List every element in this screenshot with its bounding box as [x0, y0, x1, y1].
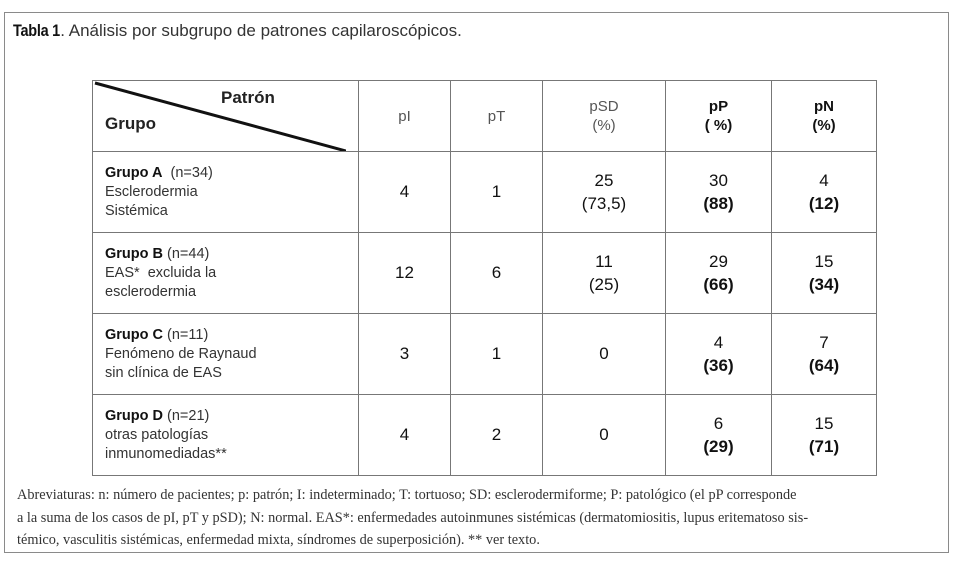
cell-psd: 11 (25): [543, 233, 666, 314]
header-pp: pP ( %): [666, 81, 772, 152]
table-row: [93, 152, 877, 233]
header-pt: pT: [451, 81, 543, 152]
abbreviations-footnote: [17, 484, 937, 552]
cell-pt: 6: [451, 233, 543, 314]
cell-pn: 15 (71): [772, 395, 877, 476]
header-pn: pN (%): [772, 81, 877, 152]
corner-header-cell: [93, 81, 359, 152]
cell-pi: 4: [359, 395, 451, 476]
header-row: [93, 81, 877, 152]
footnote-line: a la suma de los casos de pI, pT y pSD); N: normal. EAS*: enfermedades autoinmunes sistémicas (dermatomiositis, lupus eritematoso sis-: [17, 509, 809, 526]
cell-pp: 30 (88): [666, 152, 772, 233]
corner-patron-label: Patrón: [221, 88, 275, 107]
table-row: [93, 395, 877, 476]
cell-pn: 15 (34): [772, 233, 877, 314]
footnote-line: Abreviaturas: n: número de pacientes; p: patrón; I: indeterminado; T: tortuoso; SD: esclerodermiforme; P: patológico (el pP corresponde: [17, 487, 797, 503]
group-cell: Grupo B (n=44) EAS* excluida la esclerodermia: [93, 233, 359, 314]
capillaroscopy-table: [92, 80, 877, 476]
cell-pp: 4 (36): [666, 314, 772, 395]
cell-pt: 2: [451, 395, 543, 476]
group-cell: Grupo D (n=21) otras patologías inmunomediadas**: [93, 395, 359, 476]
corner-grupo-label: Grupo: [105, 114, 156, 133]
group-cell: Grupo A (n=34) Esclerodermia Sistémica: [93, 152, 359, 233]
group-cell: Grupo C (n=11) Fenómeno de Raynaud sin clínica de EAS: [93, 314, 359, 395]
cell-pp: 29 (66): [666, 233, 772, 314]
cell-pn: 7 (64): [772, 314, 877, 395]
table-caption: [13, 21, 462, 41]
caption-text: . Análisis por subgrupo de patrones capilaroscópicos.: [60, 21, 462, 40]
cell-pt: 1: [451, 152, 543, 233]
cell-pn: 4 (12): [772, 152, 877, 233]
header-pi: pI: [359, 81, 451, 152]
cell-pi: 3: [359, 314, 451, 395]
cell-psd: 0: [543, 314, 666, 395]
cell-pi: 12: [359, 233, 451, 314]
table-row: [93, 233, 877, 314]
cell-psd: 25 (73,5): [543, 152, 666, 233]
cell-pp: 6 (29): [666, 395, 772, 476]
cell-psd: 0: [543, 395, 666, 476]
cell-pi: 4: [359, 152, 451, 233]
footnote-line: témico, vasculitis sistémicas, enfermedad mixta, síndromes de superposición). ** ver texto.: [17, 532, 540, 548]
table-row: [93, 314, 877, 395]
header-psd: pSD (%): [543, 81, 666, 152]
caption-label: Tabla 1: [13, 21, 60, 40]
cell-pt: 1: [451, 314, 543, 395]
